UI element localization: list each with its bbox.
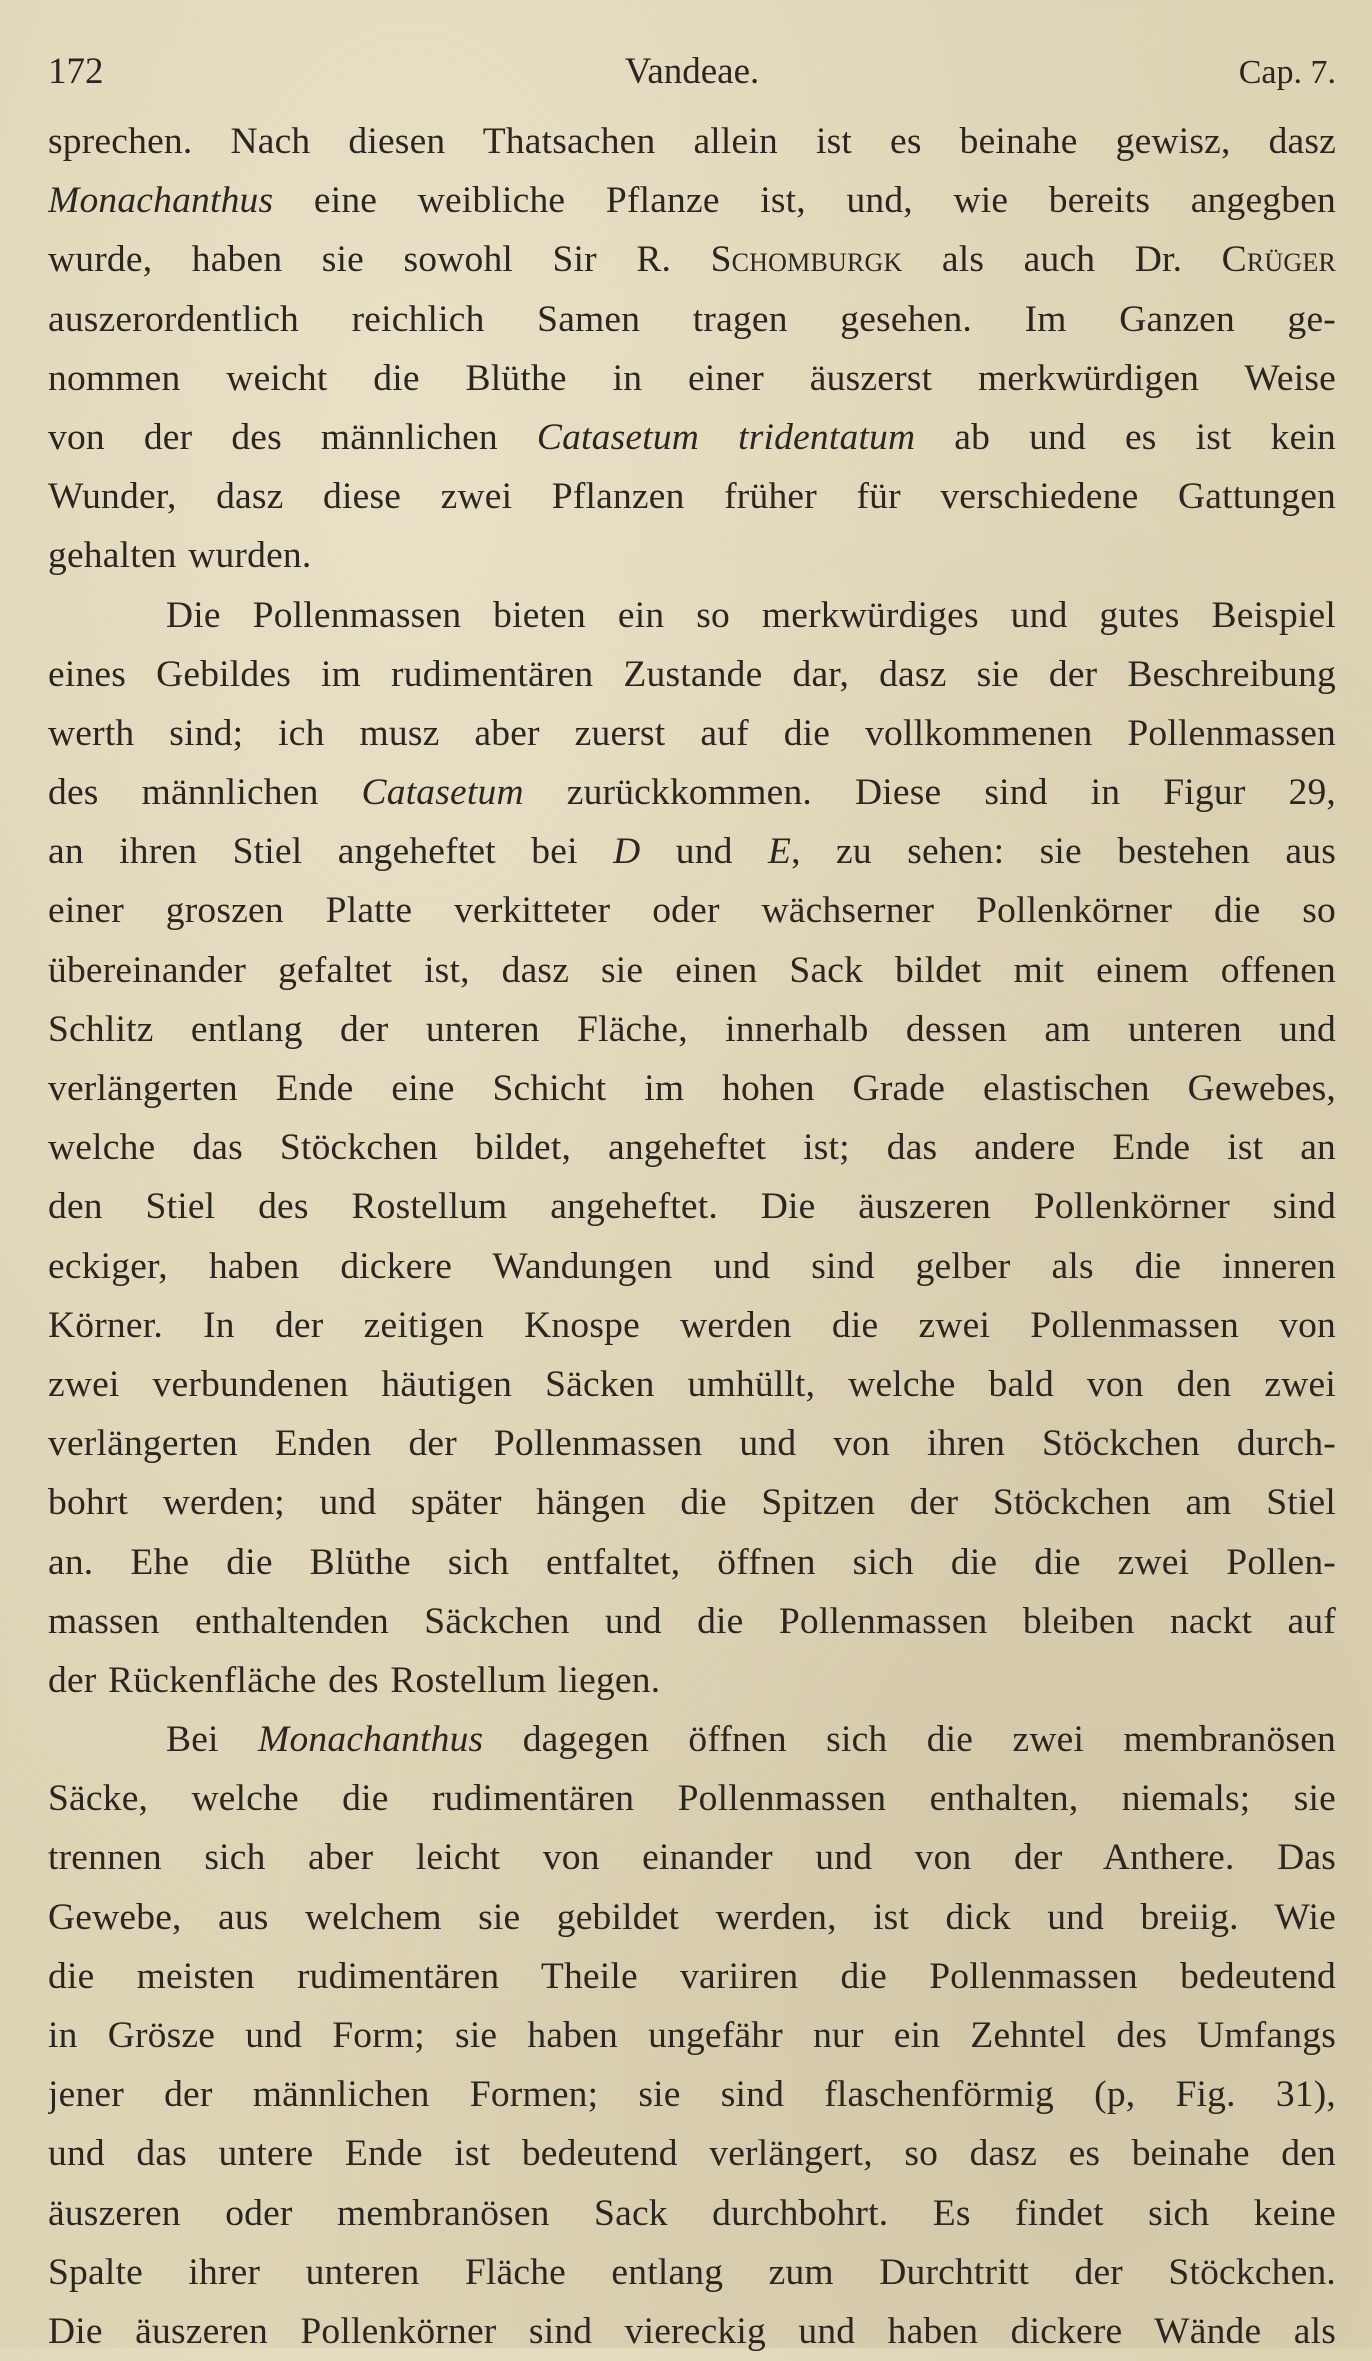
- text-segment: wurde, haben sie sowohl Sir R.: [48, 239, 711, 281]
- text-line: [48, 1533, 1336, 1592]
- text-segment: D: [613, 831, 641, 873]
- text-segment: sprechen. Nach diesen Thatsachen allein ist es beinahe gewisz, dasz: [48, 121, 1336, 162]
- text-segment: eines Gebildes im rudimentären Zustande dar, dasz sie der Beschreibung: [48, 653, 1336, 695]
- text-line: [48, 704, 1336, 763]
- text-line: [48, 1059, 1336, 1118]
- text-line: [48, 881, 1336, 940]
- text-line: [48, 1473, 1336, 1532]
- text-segment: trennen sich aber leicht von einander und von der Anthere. Das: [48, 1837, 1336, 1879]
- chapter-label: Cap. 7.: [1238, 54, 1336, 91]
- text-line: [48, 1355, 1336, 1414]
- text-line: [48, 1000, 1336, 1059]
- text-segment: Schomburgk: [710, 239, 903, 281]
- text-segment: auszerordentlich reichlich Samen tragen gesehen. Im Ganzen ge-: [48, 298, 1336, 340]
- text-line: [48, 526, 1336, 585]
- text-segment: übereinander gefaltet ist, dasz sie einen Sack bildet mit einem offenen: [48, 949, 1336, 991]
- text-segment: die meisten rudimentären Theile variiren die Pollenmassen bedeutend: [48, 1955, 1336, 1997]
- text-segment: einer groszen Platte verkitteter oder wächserner Pollenkörner die so: [48, 890, 1336, 932]
- text-line: [48, 1828, 1336, 1887]
- text-line: [48, 2302, 1336, 2361]
- text-line: [48, 822, 1336, 881]
- text-line: [48, 1947, 1336, 2006]
- text-segment: und das untere Ende ist bedeutend verlängert, so dasz es beinahe den: [48, 2133, 1336, 2175]
- text-line: [48, 2243, 1336, 2302]
- text-segment: gehalten wurden.: [48, 535, 312, 577]
- text-segment: Die Pollenmassen bieten ein so merkwürdiges und gutes Beispiel: [166, 594, 1336, 636]
- running-title: Vandeae.: [624, 51, 760, 92]
- text-segment: in Grösze und Form; sie haben ungefähr nur ein Zehntel des Umfangs: [48, 2015, 1336, 2056]
- text-segment: und: [640, 831, 768, 873]
- text-segment: eckiger, haben dickere Wandungen und sind gelber als die inneren: [48, 1245, 1336, 1287]
- text-line: [48, 171, 1336, 230]
- text-segment: welche das Stöckchen bildet, angeheftet ist; das andere Ende ist an: [48, 1127, 1336, 1169]
- text-line: [48, 408, 1336, 467]
- text-segment: Spalte ihrer unteren Fläche entlang zum Durchtritt der Stöckchen.: [48, 2251, 1336, 2293]
- text-line: [48, 763, 1336, 822]
- text-segment: Bei: [166, 1719, 259, 1761]
- text-line: [48, 349, 1336, 408]
- text-segment: als auch Dr.: [902, 239, 1222, 281]
- text-segment: zwei verbundenen häutigen Säcken umhüllt, welche bald von den zwei: [48, 1363, 1336, 1405]
- text-segment: der Rückenfläche des Rostellum liegen.: [48, 1659, 661, 1701]
- text-segment: an. Ehe die Blüthe sich entfaltet, öffnen sich die die zwei Pollen-: [48, 1541, 1336, 1583]
- text-line: [48, 1592, 1336, 1651]
- text-line: [48, 112, 1336, 171]
- book-page: [48, 40, 1336, 2352]
- text-segment: ab und es ist kein: [915, 416, 1336, 458]
- text-line: [48, 941, 1336, 1000]
- text-segment: Monachanthus: [258, 1719, 484, 1761]
- text-segment: Catasetum tridentatum: [536, 416, 916, 458]
- text-segment: Die äuszeren Pollenkörner sind viereckig und haben dickere Wände als: [48, 2310, 1336, 2352]
- text-segment: Körner. In der zeitigen Knospe werden die zwei Pollenmassen von: [48, 1304, 1336, 1346]
- text-segment: massen enthaltenden Säckchen und die Pollenmassen bleiben nackt auf: [48, 1600, 1336, 1642]
- text-segment: Crüger: [1221, 239, 1336, 281]
- text-line: [48, 1710, 1336, 1769]
- text-segment: Gewebe, aus welchem sie gebildet werden, ist dick und breiig. Wie: [48, 1896, 1336, 1938]
- text-line: [48, 230, 1336, 289]
- text-segment: Wunder, dasz diese zwei Pflanzen früher für verschiedene Gattungen: [48, 476, 1336, 518]
- body-text: [48, 112, 1336, 2361]
- text-segment: verlängerten Enden der Pollenmassen und von ihren Stöckchen durch-: [48, 1423, 1336, 1465]
- text-line: [48, 467, 1336, 526]
- text-line: [48, 1296, 1336, 1355]
- text-segment: jener der männlichen Formen; sie sind flaschenförmig (p, Fig. 31),: [48, 2074, 1336, 2116]
- text-segment: nommen weicht die Blüthe in einer äuszerst merkwürdigen Weise: [48, 357, 1336, 399]
- text-line: [48, 1414, 1336, 1473]
- text-segment: an ihren Stiel angeheftet bei: [48, 831, 614, 873]
- text-segment: eine weibliche Pflanze ist, und, wie bereits angegben: [273, 180, 1336, 222]
- text-line: [48, 586, 1336, 645]
- text-segment: bohrt werden; und später hängen die Spitzen der Stöckchen am Stiel: [48, 1482, 1336, 1524]
- text-line: [48, 1888, 1336, 1947]
- text-segment: Schlitz entlang der unteren Fläche, innerhalb dessen am unteren und: [48, 1008, 1336, 1050]
- text-segment: Catasetum: [361, 772, 524, 814]
- text-line: [48, 2124, 1336, 2183]
- text-line: [48, 290, 1336, 349]
- text-segment: äuszeren oder membranösen Sack durchbohrt. Es findet sich keine: [48, 2192, 1336, 2234]
- text-segment: den Stiel des Rostellum angeheftet. Die äuszeren Pollenkörner sind: [48, 1186, 1336, 1228]
- text-line: [48, 2065, 1336, 2124]
- text-line: [48, 1118, 1336, 1177]
- text-line: [48, 1769, 1336, 1828]
- text-line: [48, 2006, 1336, 2065]
- text-segment: E: [767, 831, 792, 873]
- text-segment: Monachanthus: [48, 180, 274, 222]
- text-line: [48, 645, 1336, 704]
- text-segment: verlängerten Ende eine Schicht im hohen Grade elastischen Gewebes,: [48, 1068, 1336, 1109]
- text-segment: von der des männlichen: [48, 416, 537, 458]
- text-segment: , zu sehen: sie bestehen aus: [791, 831, 1336, 873]
- text-line: [48, 2184, 1336, 2243]
- page-header: [48, 40, 1336, 112]
- text-line: [48, 1237, 1336, 1296]
- text-segment: dagegen öffnen sich die zwei membranösen: [483, 1719, 1336, 1761]
- text-line: [48, 1651, 1336, 1710]
- text-line: [48, 1177, 1336, 1236]
- page-number: 172: [48, 51, 104, 92]
- text-segment: des männlichen: [48, 772, 362, 814]
- text-segment: Säcke, welche die rudimentären Pollenmassen enthalten, niemals; sie: [48, 1778, 1336, 1820]
- text-segment: werth sind; ich musz aber zuerst auf die vollkommenen Pollenmassen: [48, 712, 1336, 754]
- text-segment: zurückkommen. Diese sind in Figur 29,: [523, 772, 1336, 814]
